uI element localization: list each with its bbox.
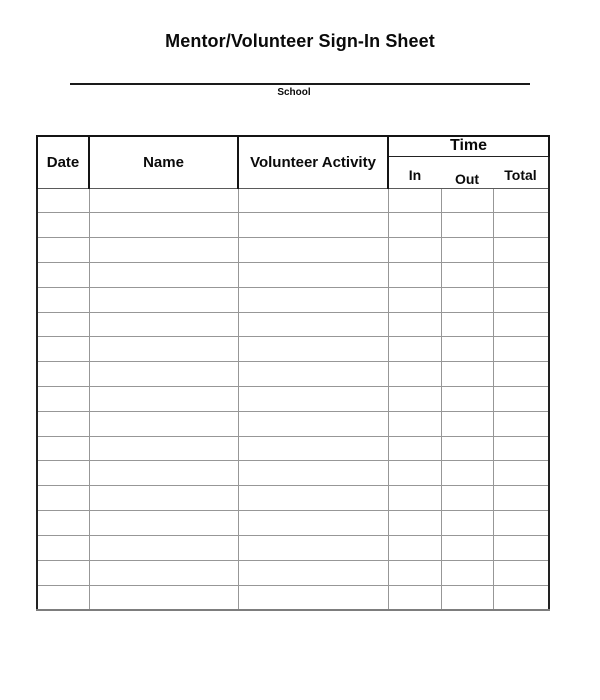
- table-row: [37, 411, 549, 436]
- table-cell-out[interactable]: [441, 511, 493, 536]
- table-cell-activity[interactable]: [238, 411, 388, 436]
- table-cell-out[interactable]: [441, 262, 493, 287]
- table-row: [37, 262, 549, 287]
- table-row: [37, 387, 549, 412]
- table-cell-out[interactable]: [441, 362, 493, 387]
- table-cell-in[interactable]: [388, 337, 441, 362]
- table-cell-date[interactable]: [37, 312, 89, 337]
- table-cell-date[interactable]: [37, 585, 89, 610]
- table-cell-total[interactable]: [493, 436, 549, 461]
- table-cell-name[interactable]: [89, 486, 238, 511]
- table-cell-activity[interactable]: [238, 362, 388, 387]
- table-cell-total[interactable]: [493, 535, 549, 560]
- table-cell-total[interactable]: [493, 287, 549, 312]
- table-cell-in[interactable]: [388, 535, 441, 560]
- table-cell-date[interactable]: [37, 213, 89, 238]
- school-input-line[interactable]: [70, 83, 530, 85]
- col-header-date: Date: [37, 136, 89, 188]
- table-cell-name[interactable]: [89, 511, 238, 536]
- table-cell-activity[interactable]: [238, 585, 388, 610]
- table-cell-in[interactable]: [388, 262, 441, 287]
- table-cell-activity[interactable]: [238, 535, 388, 560]
- table-cell-date[interactable]: [37, 337, 89, 362]
- table-row: [37, 238, 549, 263]
- table-cell-name[interactable]: [89, 337, 238, 362]
- table-cell-date[interactable]: [37, 461, 89, 486]
- table-cell-total[interactable]: [493, 560, 549, 585]
- table-cell-total[interactable]: [493, 337, 549, 362]
- table-cell-date[interactable]: [37, 535, 89, 560]
- table-cell-date[interactable]: [37, 287, 89, 312]
- table-cell-activity[interactable]: [238, 312, 388, 337]
- table-cell-name[interactable]: [89, 560, 238, 585]
- table-cell-name[interactable]: [89, 535, 238, 560]
- table-cell-name[interactable]: [89, 387, 238, 412]
- table-cell-out[interactable]: [441, 535, 493, 560]
- table-cell-name[interactable]: [89, 188, 238, 213]
- table-cell-in[interactable]: [388, 461, 441, 486]
- table-row: [37, 560, 549, 585]
- table-cell-name[interactable]: [89, 461, 238, 486]
- col-header-in: In: [388, 156, 441, 188]
- table-row: [37, 362, 549, 387]
- table-header: [37, 136, 549, 188]
- table-cell-in[interactable]: [388, 238, 441, 263]
- table-row: [37, 535, 549, 560]
- table-cell-activity[interactable]: [238, 461, 388, 486]
- table-cell-name[interactable]: [89, 585, 238, 610]
- table-cell-name[interactable]: [89, 312, 238, 337]
- table-cell-date[interactable]: [37, 362, 89, 387]
- table-row: [37, 188, 549, 213]
- table-cell-name[interactable]: [89, 213, 238, 238]
- table-cell-date[interactable]: [37, 436, 89, 461]
- table-cell-out[interactable]: [441, 461, 493, 486]
- table-cell-activity[interactable]: [238, 436, 388, 461]
- table-cell-date[interactable]: [37, 486, 89, 511]
- table-cell-activity[interactable]: [238, 188, 388, 213]
- table-cell-activity[interactable]: [238, 511, 388, 536]
- table-cell-name[interactable]: [89, 287, 238, 312]
- table-cell-total[interactable]: [493, 213, 549, 238]
- table-cell-out[interactable]: [441, 387, 493, 412]
- table-cell-out[interactable]: [441, 337, 493, 362]
- table-cell-out[interactable]: [441, 560, 493, 585]
- table-cell-total[interactable]: [493, 387, 549, 412]
- col-header-out: [441, 156, 493, 188]
- col-header-activity: Volunteer Activity: [238, 136, 388, 188]
- table-cell-name[interactable]: [89, 411, 238, 436]
- table-cell-out[interactable]: [441, 486, 493, 511]
- table-cell-out[interactable]: [441, 436, 493, 461]
- col-header-total: Total: [493, 156, 549, 188]
- col-header-out-label: Out: [454, 170, 480, 187]
- table-cell-total[interactable]: [493, 312, 549, 337]
- table-cell-in[interactable]: [388, 387, 441, 412]
- table-cell-date[interactable]: [37, 188, 89, 213]
- table-cell-activity[interactable]: [238, 287, 388, 312]
- table-cell-out[interactable]: [441, 238, 493, 263]
- table-cell-total[interactable]: [493, 461, 549, 486]
- table-body: [37, 188, 549, 610]
- table-cell-activity[interactable]: [238, 387, 388, 412]
- table-cell-activity[interactable]: [238, 238, 388, 263]
- table-cell-name[interactable]: [89, 362, 238, 387]
- table-cell-total[interactable]: [493, 486, 549, 511]
- table-cell-activity[interactable]: [238, 262, 388, 287]
- table-row: [37, 436, 549, 461]
- table-cell-name[interactable]: [89, 262, 238, 287]
- table-cell-in[interactable]: [388, 436, 441, 461]
- table-cell-in[interactable]: [388, 188, 441, 213]
- table-cell-in[interactable]: [388, 362, 441, 387]
- table-cell-name[interactable]: [89, 238, 238, 263]
- table-row: [37, 213, 549, 238]
- table-cell-in[interactable]: [388, 585, 441, 610]
- table-row: [37, 585, 549, 610]
- table-cell-total[interactable]: [493, 238, 549, 263]
- table-cell-out[interactable]: [441, 287, 493, 312]
- table-cell-activity[interactable]: [238, 213, 388, 238]
- table-cell-activity[interactable]: [238, 486, 388, 511]
- table-cell-total[interactable]: [493, 585, 549, 610]
- table-cell-in[interactable]: [388, 287, 441, 312]
- table-cell-date[interactable]: [37, 560, 89, 585]
- table-cell-date[interactable]: [37, 511, 89, 536]
- table-cell-out[interactable]: [441, 188, 493, 213]
- col-header-name: Name: [89, 136, 238, 188]
- table-cell-total[interactable]: [493, 362, 549, 387]
- page-title: Mentor/Volunteer Sign-In Sheet: [165, 31, 435, 51]
- table-cell-out[interactable]: [441, 312, 493, 337]
- table-cell-date[interactable]: [37, 387, 89, 412]
- col-header-time-group: Time: [388, 136, 549, 156]
- table-row: [37, 337, 549, 362]
- table-cell-date[interactable]: [37, 262, 89, 287]
- table-cell-in[interactable]: [388, 411, 441, 436]
- table-cell-activity[interactable]: [238, 337, 388, 362]
- table-cell-date[interactable]: [37, 238, 89, 263]
- table-cell-in[interactable]: [388, 511, 441, 536]
- table-cell-in[interactable]: [388, 213, 441, 238]
- table-cell-out[interactable]: [441, 411, 493, 436]
- table-cell-out[interactable]: [441, 213, 493, 238]
- table-cell-in[interactable]: [388, 486, 441, 511]
- table-cell-activity[interactable]: [238, 560, 388, 585]
- sign-in-table: [36, 135, 550, 611]
- table-cell-in[interactable]: [388, 560, 441, 585]
- table-row: [37, 486, 549, 511]
- table-cell-total[interactable]: [493, 411, 549, 436]
- table-row: [37, 287, 549, 312]
- table-cell-date[interactable]: [37, 411, 89, 436]
- table-cell-in[interactable]: [388, 312, 441, 337]
- table-cell-total[interactable]: [493, 188, 549, 213]
- table-cell-out[interactable]: [441, 585, 493, 610]
- table-row: [37, 461, 549, 486]
- table-cell-total[interactable]: [493, 262, 549, 287]
- table-cell-total[interactable]: [493, 511, 549, 536]
- school-label: School: [277, 87, 311, 98]
- table-row: [37, 312, 549, 337]
- table-cell-name[interactable]: [89, 436, 238, 461]
- table-row: [37, 511, 549, 536]
